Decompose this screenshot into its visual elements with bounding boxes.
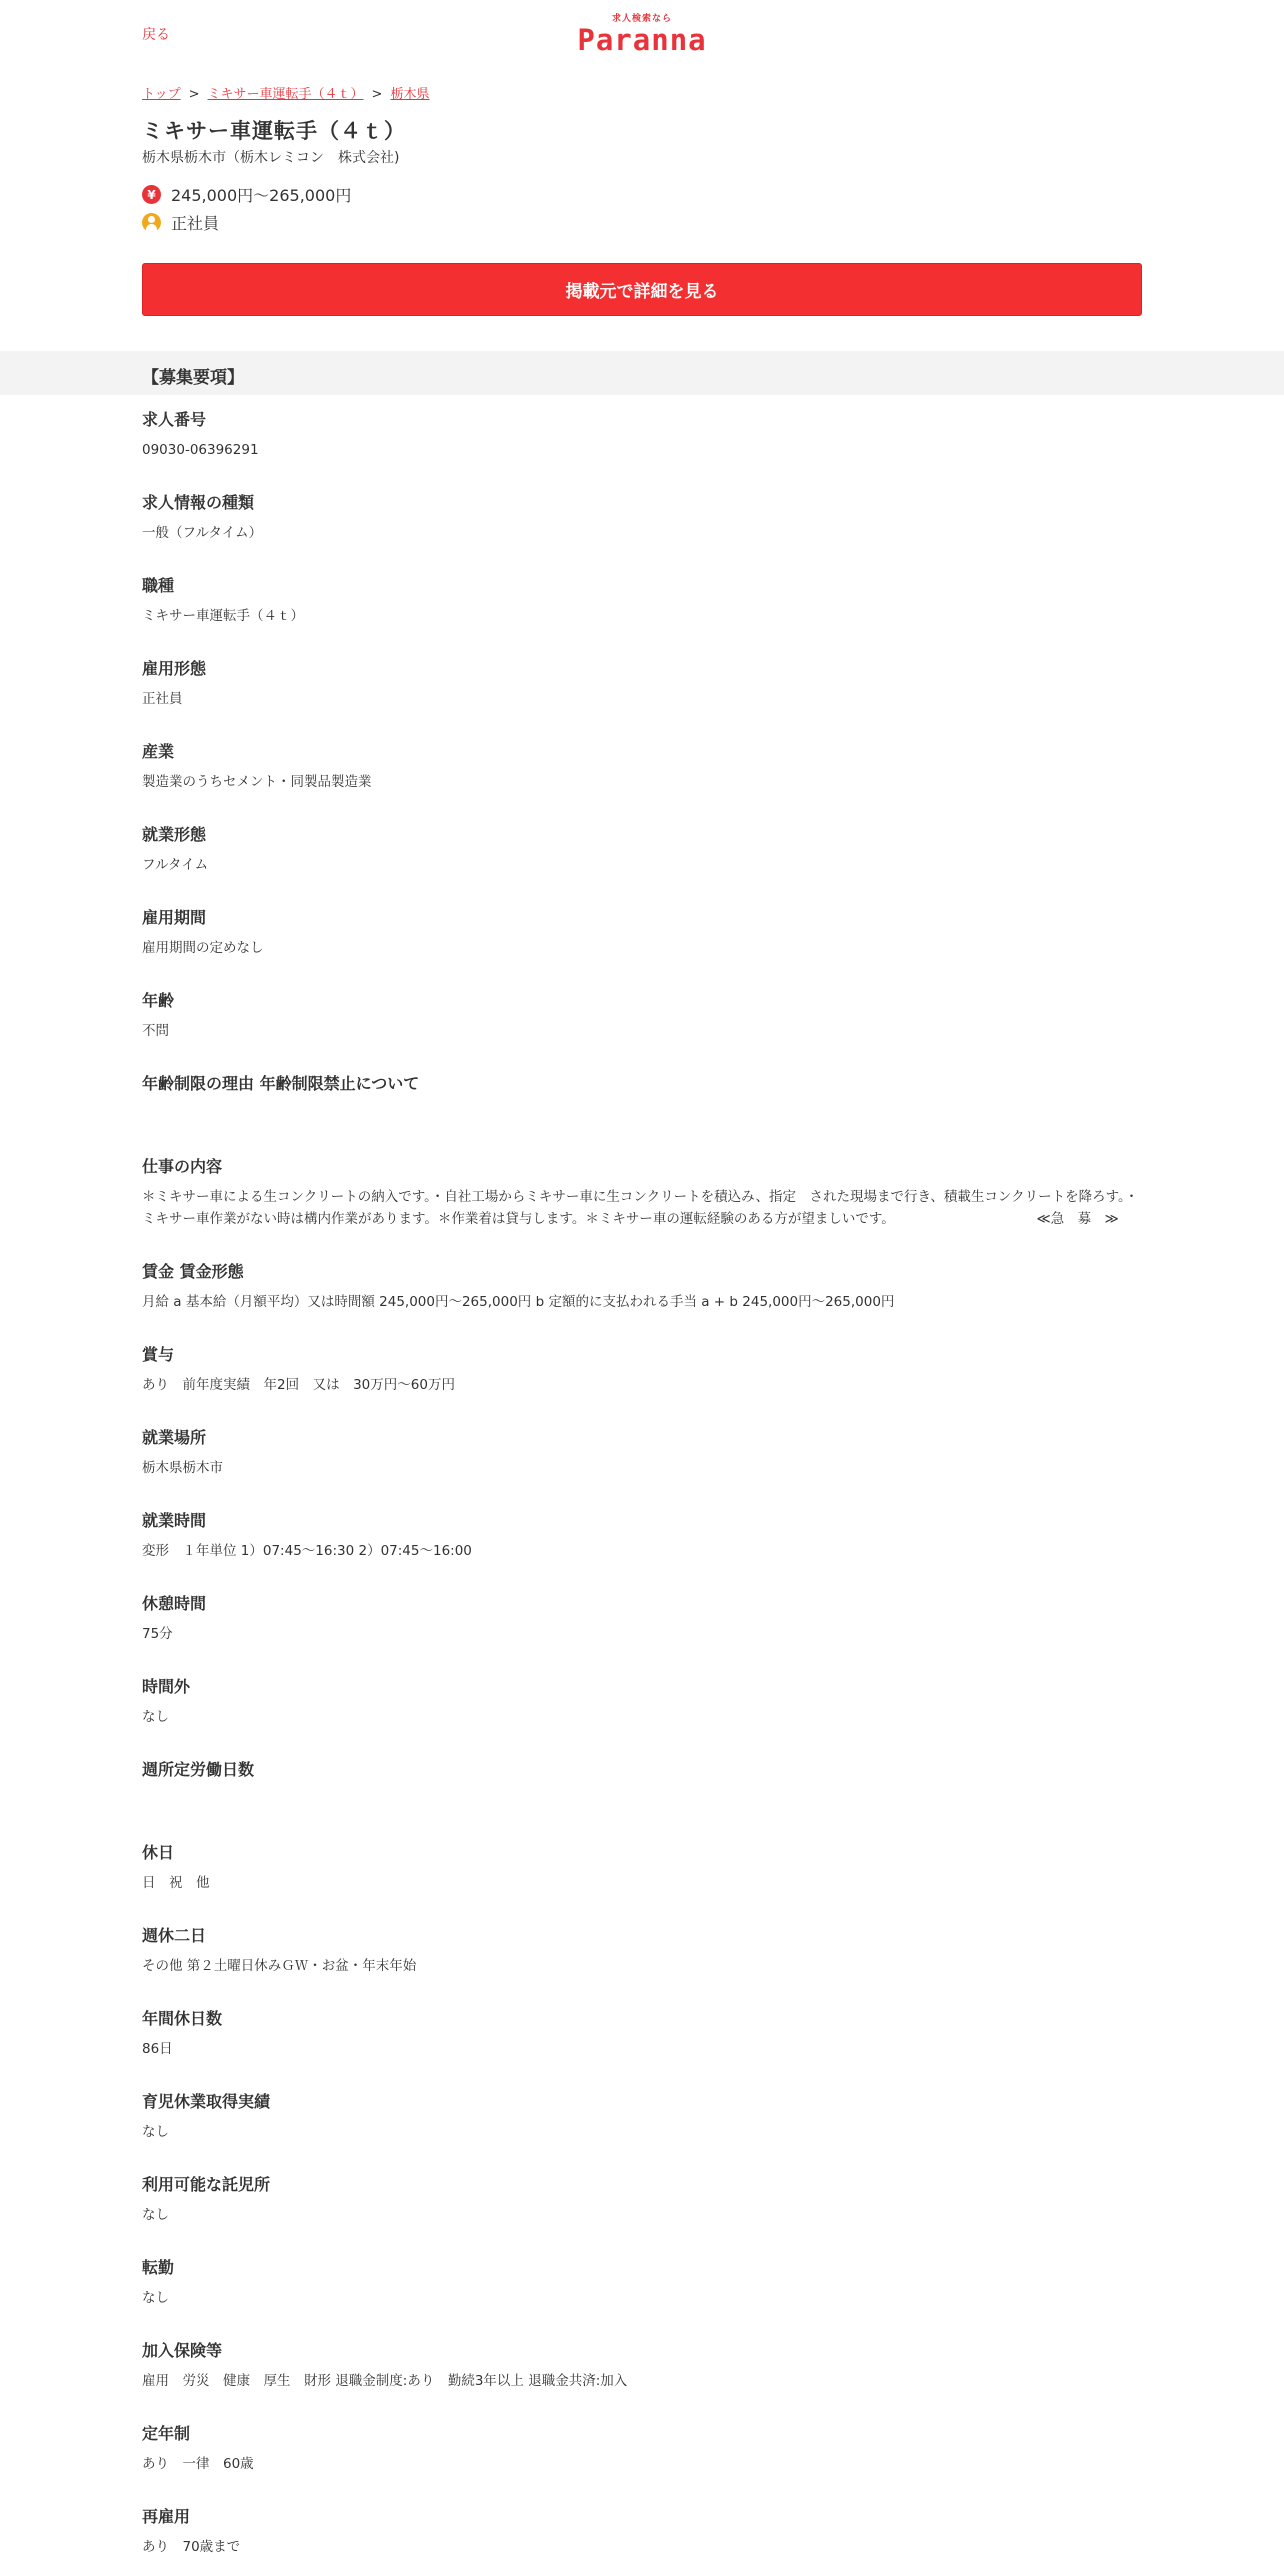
detail-label: 週所定労働日数: [142, 1760, 255, 1779]
detail-label: 賃金 賃金形態: [142, 1262, 244, 1281]
detail-value: あり 前年度実績 年2回 又は 30万円～60万円: [142, 1377, 455, 1393]
detail-label: 雇用形態: [142, 659, 207, 678]
detail-value: 変形 １年単位 1）07:45～16:30 2）07:45～16:00: [142, 1543, 472, 1559]
detail-item: [142, 2007, 1142, 2060]
section-header: [0, 351, 1284, 395]
detail-value: [142, 1789, 1142, 1811]
detail-label: 休日: [142, 1843, 175, 1862]
back-link[interactable]: 戻る: [142, 27, 170, 43]
paranna-logo[interactable]: [574, 14, 710, 56]
detail-item: [142, 408, 1142, 461]
employment-type-row: [142, 211, 219, 234]
detail-item: [142, 1260, 1142, 1313]
detail-item: [142, 1426, 1142, 1479]
detail-label: 就業時間: [142, 1511, 207, 1530]
detail-item: [142, 740, 1142, 793]
detail-value: ＊ミキサー車による生コンクリートの納入です。・自社工場からミキサー車に生コンクリートを積込み、指定 された現場まで行き、積載生コンクリートを降ろす。・ミキサー車作業がない時は構内作業があります。＊作業着は貸与します。＊ミキサー車の運転経験のある方が望ましいです。 ≪急 募 ≫: [142, 1189, 1139, 1227]
detail-item: [142, 2339, 1142, 2392]
detail-value: なし: [142, 2124, 169, 2140]
detail-label: 時間外: [142, 1677, 191, 1696]
detail-item: [142, 2173, 1142, 2226]
detail-item: [142, 2505, 1142, 2558]
detail-item: [142, 989, 1142, 1042]
employment-type-text: 正社員: [171, 214, 220, 233]
detail-label: 就業形態: [142, 825, 207, 844]
detail-item: [142, 491, 1142, 544]
detail-value: 日 祝 他: [142, 1875, 210, 1891]
breadcrumb-separator: >: [188, 87, 200, 102]
salary-text: 245,000円～265,000円: [171, 186, 352, 205]
detail-label: 利用可能な託児所: [142, 2175, 271, 2194]
detail-label: 産業: [142, 742, 175, 761]
detail-item: [142, 2090, 1142, 2143]
breadcrumb: [142, 83, 429, 102]
detail-item: [142, 1072, 1142, 1125]
company-location: 栃木県栃木市（栃木レミコン 株式会社): [142, 150, 400, 166]
detail-value: あり 一律 60歳: [142, 2456, 254, 2472]
detail-label: 賞与: [142, 1345, 175, 1364]
detail-label: 休憩時間: [142, 1594, 207, 1613]
detail-value: なし: [142, 2207, 169, 2223]
detail-label: 職種: [142, 576, 175, 595]
logo-tagline: 求人検索なら: [611, 14, 672, 24]
detail-item: [142, 1155, 1142, 1230]
detail-value: ミキサー車運転手（４ｔ）: [142, 608, 304, 624]
detail-label: 年齢制限の理由 年齢制限禁止について: [142, 1074, 420, 1093]
detail-label: 雇用期間: [142, 908, 207, 927]
salary-row: [142, 183, 351, 206]
logo-text: Paranna: [577, 23, 707, 57]
breadcrumb-separator: >: [371, 87, 383, 102]
detail-label: 求人情報の種類: [142, 493, 255, 512]
detail-item: [142, 906, 1142, 959]
detail-value: 正社員: [142, 691, 183, 707]
detail-value: 栃木県栃木市: [142, 1460, 223, 1476]
detail-item: [142, 1675, 1142, 1728]
breadcrumb-top-link[interactable]: トップ: [142, 87, 181, 102]
detail-value: その他 第２土曜日休みＧＷ・お盆・年末年始: [142, 1958, 417, 1974]
detail-value: あり 70歳まで: [142, 2539, 241, 2555]
detail-label: 年齢: [142, 991, 175, 1010]
detail-item: [142, 2256, 1142, 2309]
detail-value: 製造業のうちセメント・同製品製造業: [142, 774, 372, 790]
detail-value: 86日: [142, 2041, 173, 2057]
detail-value: 一般（フルタイム）: [142, 525, 263, 541]
detail-item: [142, 1592, 1142, 1645]
detail-label: 求人番号: [142, 410, 207, 429]
detail-item: [142, 1509, 1142, 1562]
detail-value: フルタイム: [142, 857, 209, 873]
detail-item: [142, 1924, 1142, 1977]
detail-item: [142, 1343, 1142, 1396]
breadcrumb-job-link[interactable]: ミキサー車運転手（４ｔ）: [207, 87, 364, 102]
detail-label: 定年制: [142, 2424, 191, 2443]
yen-icon: ¥: [142, 185, 161, 204]
detail-item: [142, 1758, 1142, 1811]
detail-label: 育児休業取得実績: [142, 2092, 271, 2111]
detail-item: [142, 574, 1142, 627]
job-title: ミキサー車運転手（４ｔ）: [142, 119, 406, 143]
detail-value: 不問: [142, 1023, 169, 1039]
detail-value: 雇用 労災 健康 厚生 財形 退職金制度:あり 勤続3年以上 退職金共済:加入: [142, 2373, 628, 2389]
person-icon: [142, 213, 161, 232]
view-details-button[interactable]: 掲載元で詳細を見る: [142, 263, 1142, 316]
breadcrumb-prefecture-link[interactable]: 栃木県: [390, 87, 430, 102]
detail-value: 09030-06396291: [142, 442, 259, 458]
detail-value: 75分: [142, 1626, 173, 1642]
detail-value: 月給 a 基本給（月額平均）又は時間額 245,000円～265,000円 b 定額的に支払われる手当 a + b 245,000円～265,000円: [142, 1294, 895, 1310]
detail-item: [142, 823, 1142, 876]
detail-value: 雇用期間の定めなし: [142, 940, 264, 956]
detail-label: 年間休日数: [142, 2009, 223, 2028]
detail-item: [142, 1841, 1142, 1894]
detail-value: [142, 1103, 1142, 1125]
detail-label: 転勤: [142, 2258, 175, 2277]
detail-label: 加入保険等: [142, 2341, 223, 2360]
detail-item: [142, 657, 1142, 710]
detail-label: 仕事の内容: [142, 1157, 223, 1176]
section-title: 【募集要項】: [142, 368, 244, 388]
detail-value: なし: [142, 2290, 169, 2306]
detail-value: なし: [142, 1709, 169, 1725]
detail-label: 週休二日: [142, 1926, 207, 1945]
detail-item: [142, 2422, 1142, 2475]
detail-label: 再雇用: [142, 2507, 191, 2526]
detail-label: 就業場所: [142, 1428, 207, 1447]
